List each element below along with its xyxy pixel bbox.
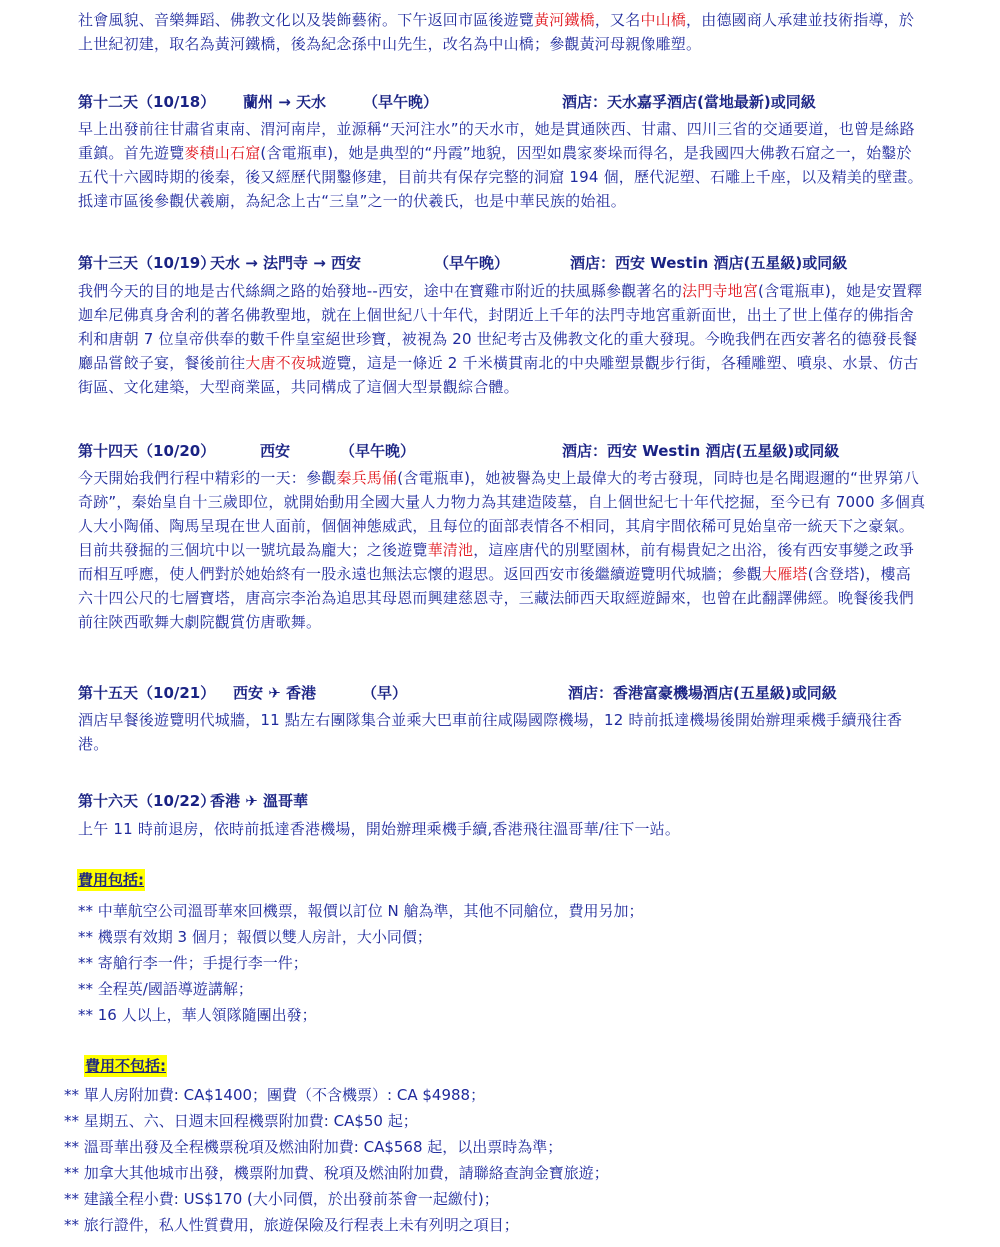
excluded-item: ** 單人房附加費: CA$1400；團費（不含機票）: CA $4988； [64,1086,486,1104]
highlight-maijishan-grottoes: 麥積山石窟 [184,144,261,162]
included-item: ** 中華航空公司溫哥華來回機票，報價以訂位 N 艙為準，其他不同艙位，費用另加； [78,902,644,920]
day15-heading [78,681,938,705]
day12-paragraph: 早上出發前往甘肅省東南、渭河南岸，並源稱“天河注水”的天水市，她是貫通陝西、甘肅、四川三省的交通要道，也曾是絲路重鎮。首先遊覽麥積山石窟(含電瓶車)，她是典型的“丹霞”地貌，因型如農家麥垛而得名，是我國四大佛教石窟之一，始鑿於五代十六國時期的後秦，後又經歷代開鑿修建，目前共有保存完整的洞窟 194 個，歷代泥塑、石雕上千座，以及精美的壁畫。抵達市區後參觀伏羲廟，為紀念上古“三皇”之一的伏羲氏，也是中華民族的始祖。 [78,120,923,210]
day13-paragraph: 我們今天的目的地是古代絲綢之路的始發地--西安，途中在寶雞市附近的扶風縣參觀著名的法門寺地宮(含電瓶車)，她是安置釋迦牟尼佛真身舍利的著名佛教聖地，就在上個世紀八十年代，封閉近上千年的法門寺地宮重新面世，出土了世上僅存的佛指舍利和唐朝 7 位皇帝供奉的數千件皇室絕世珍寶，被視為 20 世紀考古及佛教文化的重大發現。今晚我們在西安著名的德發長餐廳品嘗餃子宴，餐後前往大唐不夜城遊覽，這是一條近 2 千米橫貫南北的中央雕塑景觀步行街，各種雕塑、噴泉、水景、仿古街區、文化建築，大型商業區，共同構成了這個大型景觀綜合體。 [78,282,923,396]
highlight-terracotta-warriors: 秦兵馬俑 [336,469,398,487]
included-item: ** 全程英/國語導遊講解； [78,980,253,998]
highlight-huaqing-pool: 華清池 [427,541,474,559]
excluded-title: 費用不包括: [85,1057,166,1075]
day14-day: 第十四天（10/20） [78,442,216,460]
day16-paragraph: 上午 11 時前退房，依時前抵達香港機場，開始辦理乘機手續,香港飛往溫哥華/往下一站。 [78,820,681,838]
day12-route: 蘭州 → 天水 [243,93,327,111]
included-item: ** 機票有效期 3 個月；報價以雙人房計，大小同價； [78,928,432,946]
highlight-big-wild-goose-pagoda: 大雁塔 [762,565,808,583]
intro-paragraph: 社會風貌、音樂舞蹈、佛教文化以及裝飾藝術。下午返回市區後遊覽黃河鐵橋，又名中山橋，由德國商人承建並技術指導，於上世紀初建，取名為黃河鐵橋，後為紀念孫中山先生，改名為中山橋；參觀黃河母親像雕塑。 [78,11,915,53]
day13-meals: （早午晚） [434,254,510,272]
day13-day: 第十三天（10/19） [78,254,216,272]
day15-hotel: 酒店：香港富豪機場酒店(五星級)或同級 [568,684,837,702]
day14-meals: （早午晚） [340,442,416,460]
day13-heading [78,251,938,275]
day15-day: 第十五天（10/21） [78,684,216,702]
day14-route: 西安 [260,442,291,460]
day14-heading [78,439,938,463]
included-item: ** 寄艙行李一件；手提行李一件； [78,954,308,972]
day16-route: 香港 ✈ 溫哥華 [210,792,309,810]
included-title: 費用包括: [78,871,144,889]
excluded-item: ** 溫哥華出發及全程機票稅項及燃油附加費: CA$568 起，以出票時為準； [64,1138,563,1156]
day12-heading [78,90,938,114]
highlight-zhongshan-bridge: 中山橋 [640,11,687,29]
day13-route: 天水 → 法門寺 → 西安 [210,254,362,272]
day12-day: 第十二天（10/18） [78,93,216,111]
day13-hotel: 酒店：西安 Westin 酒店(五星級)或同級 [570,254,848,272]
included-item: ** 16 人以上，華人領隊隨團出發； [78,1006,317,1024]
excluded-item: ** 旅行證件，私人性質費用，旅遊保險及行程表上未有列明之項目； [64,1216,519,1234]
day14-paragraph: 今天開始我們行程中精彩的一天：參觀秦兵馬俑(含電瓶車)，她被譽為史上最偉大的考古發現，同時也是名聞遐邇的“世界第八奇跡”，秦始皇自十三歲即位，就開始動用全國大量人力物力為其建造陵墓，自上個世紀七十年代挖掘，至今已有 7000 多個真人大小陶俑、陶馬呈現在世人面前，個個神態威武，且每位的面部表情各不相同，其肩宇間依稀可見始皇帝一統天下之豪氣。目前共發掘的三個坑中以一號坑最為龐大；之後遊覽華清池，這座唐代的別墅園林，前有楊貴妃之出浴，後有西安事變之政爭而相互呼應，使人們對於她始終有一股永遠也無法忘懷的遐思。返回西安市後繼續遊覽明代城牆；參觀大雁塔(含登塔)，樓高六十四公尺的七層寶塔，唐高宗李治為追思其母恩而興建慈恩寺，三藏法師西天取經遊歸來，也曾在此翻譯佛經。晚餐後我們前往陝西歌舞大劇院觀賞仿唐歌舞。 [78,469,926,631]
highlight-famen-temple-crypt: 法門寺地宮 [682,282,759,300]
day16-heading [78,789,938,813]
day15-meals: （早） [362,684,408,702]
day16-day: 第十六天（10/22） [78,792,216,810]
highlight-yellow-river-bridge: 黃河鐵橋 [534,11,595,29]
day14-hotel: 酒店：西安 Westin 酒店(五星級)或同級 [562,442,840,460]
excluded-item: ** 建議全程小費: US$170 (大小同價，於出發前茶會一起繳付)； [64,1190,499,1208]
day15-route: 西安 ✈ 香港 [233,684,317,702]
excluded-item: ** 星期五、六、日週末回程機票附加費: CA$50 起； [64,1112,418,1130]
day12-hotel: 酒店：天水嘉孚酒店(當地最新)或同級 [562,93,816,111]
day12-meals: （早午晚） [363,93,439,111]
excluded-item: ** 加拿大其他城市出發，機票附加費、稅項及燃油附加費，請聯絡查詢金寶旅遊； [64,1164,609,1182]
day15-paragraph: 酒店早餐後遊覽明代城牆，11 點左右團隊集合並乘大巴車前往咸陽國際機場，12 時前抵達機場後開始辦理乘機手續飛往香港。 [78,711,903,753]
highlight-datang-everbright-city: 大唐不夜城 [245,354,322,372]
